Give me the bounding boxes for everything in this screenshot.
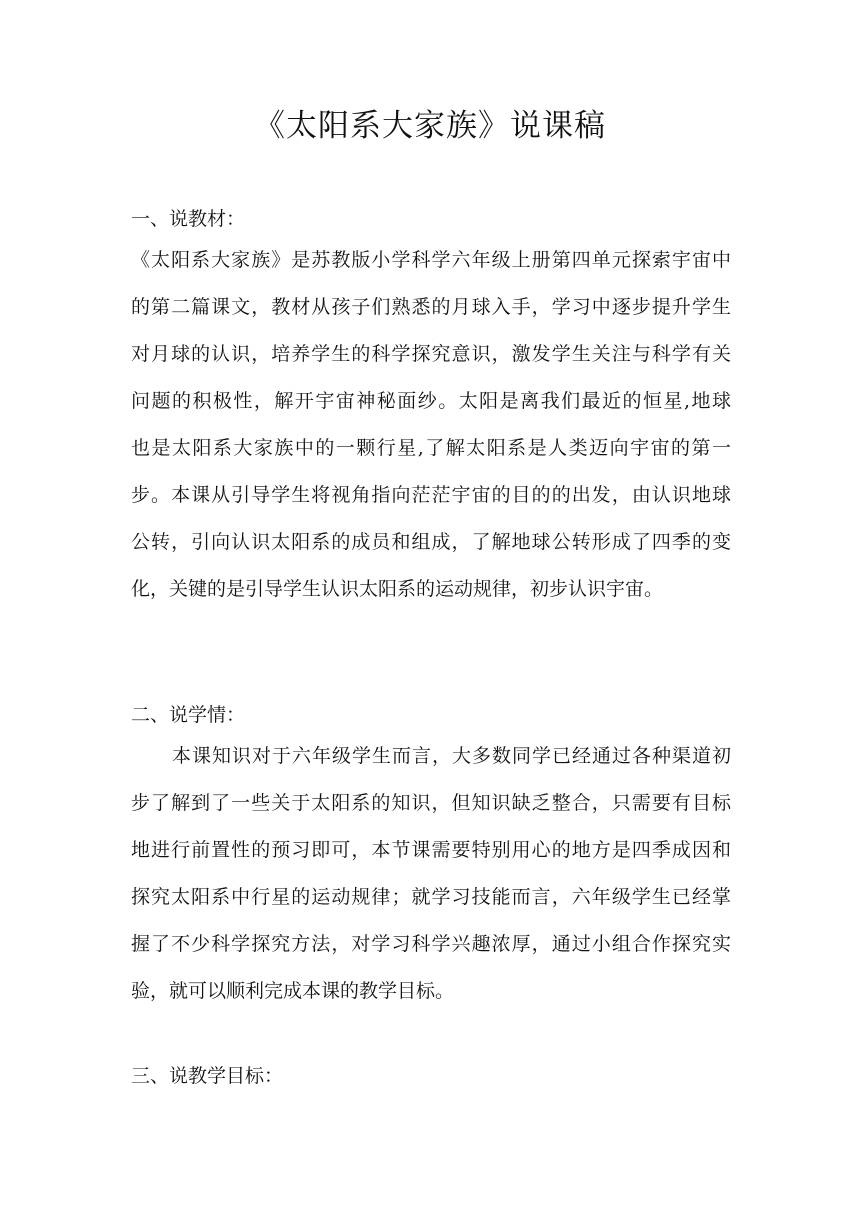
paragraph-line: 也是太阳系大家族中的一颗行星,了解太阳系是人类迈向宇宙的第一: [131, 437, 731, 459]
section-heading-students: 二、说学情：: [131, 704, 246, 726]
paragraph-line: 问题的积极性，解开宇宙神秘面纱。太阳是离我们最近的恒星,地球: [131, 390, 731, 412]
paragraph-line: 握了不少科学探究方法，对学习科学兴趣浓厚，通过小组合作探究实: [131, 933, 731, 955]
paragraph-line: 探究太阳系中行星的运动规律；就学习技能而言，六年级学生已经掌: [131, 886, 731, 908]
paragraph-line: 本课知识对于六年级学生而言，大多数同学已经通过各种渠道初: [172, 745, 731, 767]
paragraph-line: 地进行前置性的预习即可，本节课需要特别用心的地方是四季成因和: [131, 839, 731, 861]
paragraph-line: 的第二篇课文，教材从孩子们熟悉的月球入手，学习中逐步提升学生: [131, 296, 731, 318]
paragraph-line: 步了解到了一些关于太阳系的知识，但知识缺乏整合，只需要有目标: [131, 792, 731, 814]
paragraph-line: 《太阳系大家族》是苏教版小学科学六年级上册第四单元探索宇宙中: [131, 249, 731, 271]
paragraph-line: 验，就可以顺利完成本课的教学目标。: [131, 980, 455, 1002]
paragraph-line: 公转，引向认识太阳系的成员和组成，了解地球公转形成了四季的变: [131, 531, 731, 553]
paragraph-line: 化，关键的是引导学生认识太阳系的运动规律，初步认识宇宙。: [131, 578, 664, 600]
document-title: 《太阳系大家族》说课稿: [254, 108, 606, 144]
section-heading-textbook: 一、说教材：: [131, 208, 246, 230]
paragraph-line: 对月球的认识，培养学生的科学探究意识，激发学生关注与科学有关: [131, 343, 731, 365]
paragraph-line: 步。本课从引导学生将视角指向茫茫宇宙的目的的出发，由认识地球: [131, 484, 731, 506]
section-heading-objectives: 三、说教学目标：: [131, 1065, 284, 1087]
